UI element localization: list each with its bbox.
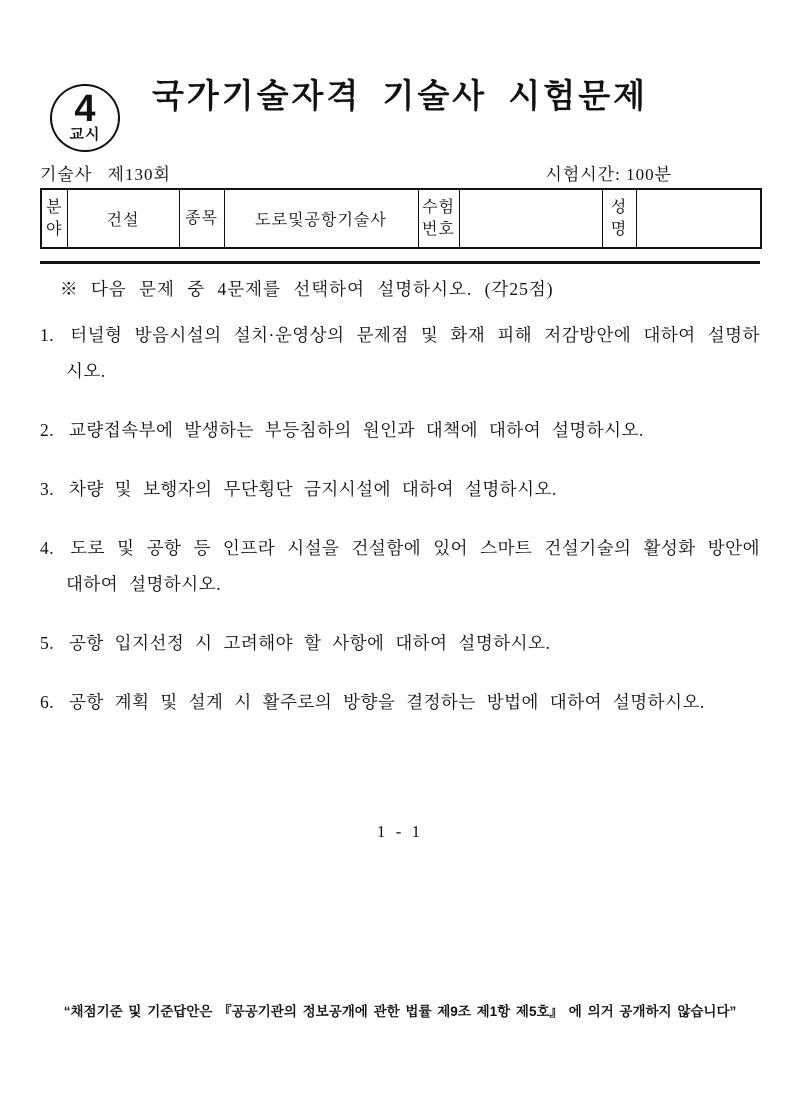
section-divider bbox=[40, 261, 760, 264]
candidate-number-label-cell: 수험번호 bbox=[418, 189, 459, 248]
question-item-4 bbox=[40, 530, 760, 602]
question-item-6 bbox=[40, 684, 760, 720]
question-text: 터널형 방음시설의 설치·운영상의 문제점 및 화재 피해 저감방안에 대하여 설명하시오. bbox=[66, 325, 760, 381]
question-number: 6. bbox=[40, 692, 55, 712]
question-item-3 bbox=[40, 471, 760, 507]
exam-time: 시험시간: 100분 bbox=[545, 165, 672, 184]
question-item-2 bbox=[40, 412, 760, 448]
category-value-cell: 건설 bbox=[67, 189, 179, 248]
exam-type: 기술사 bbox=[40, 165, 93, 184]
candidate-number-value-cell bbox=[459, 189, 602, 248]
question-item-5 bbox=[40, 625, 760, 661]
name-label-cell: 성명 bbox=[602, 189, 636, 248]
question-text: 차량 및 보행자의 무단횡단 금지시설에 대하여 설명하시오. bbox=[69, 479, 557, 499]
meta-row bbox=[40, 160, 760, 185]
question-number: 4. bbox=[40, 538, 55, 558]
question-number: 2. bbox=[40, 420, 55, 440]
content-area bbox=[40, 160, 760, 743]
question-text: 교량접속부에 발생하는 부등침하의 원인과 대책에 대하여 설명하시오. bbox=[69, 420, 644, 440]
candidate-info-table bbox=[40, 188, 762, 249]
instruction-line: ※ 다음 문제 중 4문제를 선택하여 설명하시오. (각25점) bbox=[60, 279, 554, 299]
exam-type-and-round bbox=[40, 160, 171, 185]
question-text: 공항 계획 및 설계 시 활주로의 방향을 결정하는 방법에 대하여 설명하시오. bbox=[69, 692, 705, 712]
question-text: 도로 및 공항 등 인프라 시설을 건설함에 있어 스마트 건설기술의 활성화 방안에 대하여 설명하시오. bbox=[66, 538, 760, 594]
category-label-cell: 분야 bbox=[41, 189, 67, 248]
question-item-1 bbox=[40, 317, 760, 389]
subject-label-cell: 종목 bbox=[179, 189, 224, 248]
name-value-cell bbox=[636, 189, 761, 248]
question-text: 공항 입지선정 시 고려해야 할 사항에 대하여 설명하시오. bbox=[69, 633, 551, 653]
question-number: 5. bbox=[40, 633, 55, 653]
page-number: 1 - 1 bbox=[376, 822, 424, 841]
question-number: 3. bbox=[40, 479, 55, 499]
footer-disclosure-note: “채점기준 및 기준답안은 『공공기관의 정보공개에 관한 법률 제9조 제1항 제5호』 에 의거 공개하지 않습니다” bbox=[63, 1004, 737, 1019]
subject-value-cell: 도로및공항기술사 bbox=[224, 189, 418, 248]
session-label: 교시 bbox=[69, 125, 101, 143]
page-title: 국가기술자격 기술사 시험문제 bbox=[152, 79, 648, 115]
question-number: 1. bbox=[40, 325, 55, 345]
session-number: 4 bbox=[74, 87, 96, 130]
question-list bbox=[40, 317, 760, 720]
exam-round: 제130회 bbox=[107, 165, 171, 184]
